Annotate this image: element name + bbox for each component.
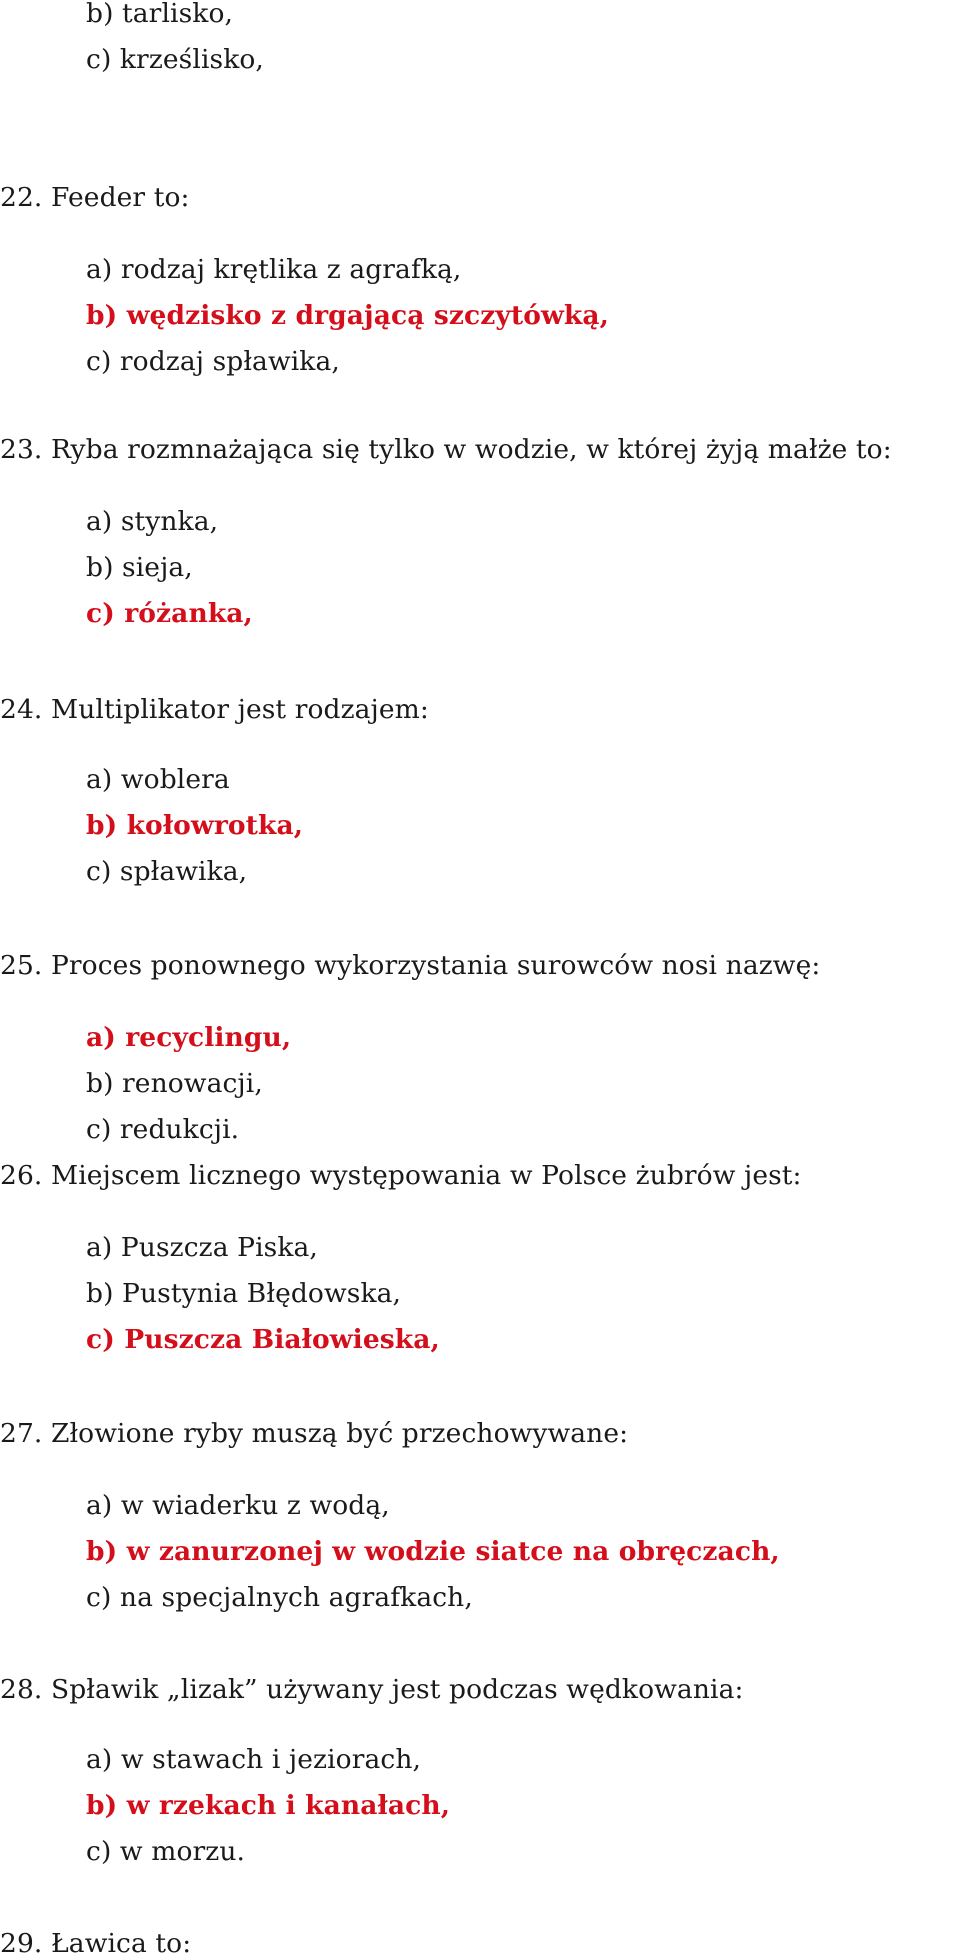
question-28: 28. Spławik „lizak” używany jest podczas wędkowania: [0,1674,744,1705]
option-25b: b) renowacji, [86,1068,263,1099]
option-28c: c) w morzu. [86,1836,246,1867]
option-22c: c) rodzaj spławika, [86,346,340,377]
option-21c: c) krześlisko, [86,44,264,75]
option-21b: b) tarlisko, [86,0,234,29]
option-23c: c) różanka, [86,598,253,629]
option-23a: a) stynka, [86,506,219,537]
question-24: 24. Multiplikator jest rodzajem: [0,694,429,725]
option-28b: b) w rzekach i kanałach, [86,1790,451,1821]
question-27: 27. Złowione ryby muszą być przechowywane: [0,1418,629,1449]
option-22b: b) wędzisko z drgającą szczytówką, [86,300,609,331]
option-26b: b) Pustynia Błędowska, [86,1278,402,1309]
option-25c: c) redukcji. [86,1114,240,1145]
option-28a: a) w stawach i jeziorach, [86,1744,422,1775]
option-24c: c) spławika, [86,856,248,887]
option-27c: c) na specjalnych agrafkach, [86,1582,473,1613]
option-26c: c) Puszcza Białowieska, [86,1324,440,1355]
option-27b: b) w zanurzonej w wodzie siatce na obręczach, [86,1536,780,1567]
option-24a: a) woblera [86,764,230,795]
question-29: 29. Ławica to: [0,1928,192,1959]
option-24b: b) kołowrotka, [86,810,304,841]
option-22a: a) rodzaj krętlika z agrafką, [86,254,462,285]
question-22: 22. Feeder to: [0,182,190,213]
question-23: 23. Ryba rozmnażająca się tylko w wodzie, w której żyją małże to: [0,434,892,465]
option-23b: b) sieja, [86,552,193,583]
option-25a: a) recyclingu, [86,1022,292,1053]
question-26: 26. Miejscem licznego występowania w Polsce żubrów jest: [0,1160,802,1191]
question-25: 25. Proces ponownego wykorzystania surowców nosi nazwę: [0,950,821,981]
option-27a: a) w wiaderku z wodą, [86,1490,390,1521]
option-26a: a) Puszcza Piska, [86,1232,318,1263]
